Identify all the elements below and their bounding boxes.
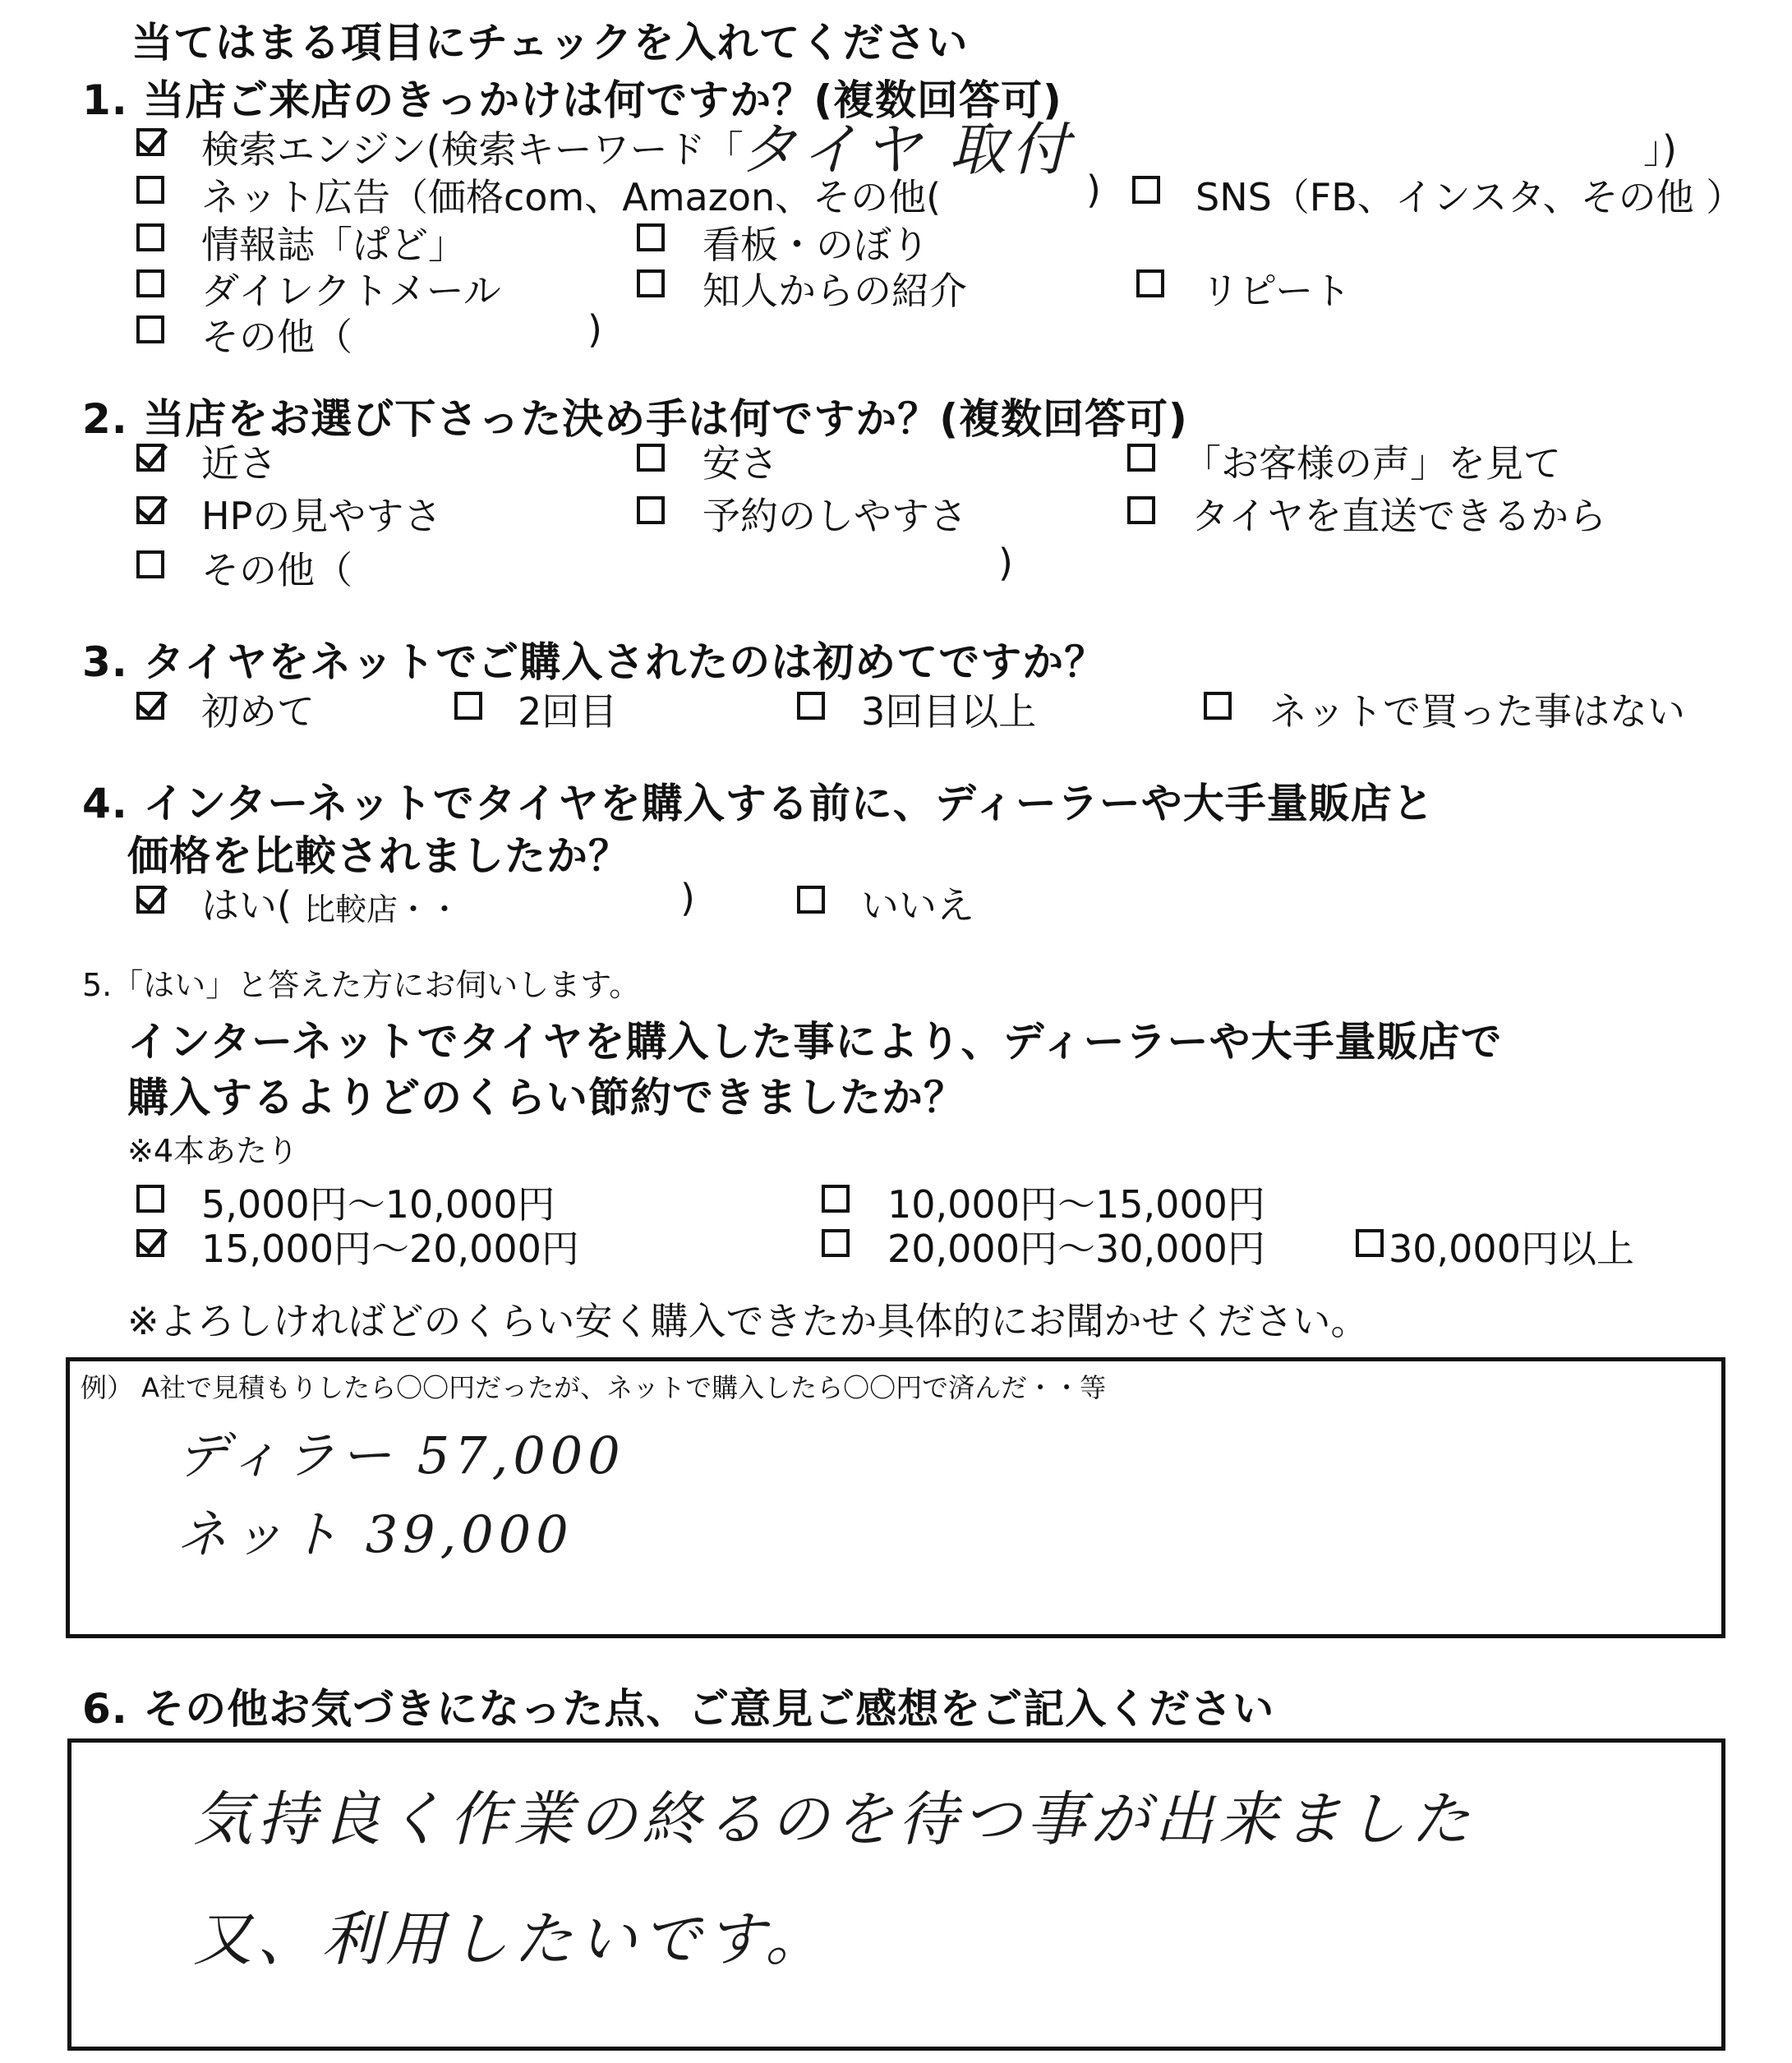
q5-opt-15-20: 15,000円〜20,000円 <box>201 1227 579 1271</box>
q1-checkbox-dm[interactable] <box>136 269 164 297</box>
q6-handwritten-line2: 又、利用したいです。 <box>193 1904 830 1973</box>
q4-opt-yes: はい( <box>201 883 292 928</box>
q3-opt-first: 初めて <box>201 689 315 734</box>
q3-checkbox-first[interactable] <box>136 692 164 720</box>
q4-checkbox-no[interactable] <box>797 886 825 914</box>
q1-checkbox-net-ad[interactable] <box>136 176 164 204</box>
q3-checkbox-never[interactable] <box>1204 692 1232 720</box>
q4-label-line2: 価格を比較されましたか？ <box>127 832 630 880</box>
q2-opt-direct: タイヤを直送できるから <box>1191 494 1607 538</box>
q2-other-close: ) <box>998 541 1013 585</box>
q1-checkbox-signboard[interactable] <box>637 223 665 251</box>
q3-checkbox-third[interactable] <box>797 692 825 720</box>
q1-opt-net-ad: ネット広告（価格com、Amazon、その他( <box>201 175 942 219</box>
q5-checkbox-5-10[interactable] <box>136 1185 164 1213</box>
q2-opt-voice: 「お客様の声」を見て <box>1183 441 1561 486</box>
q1-other-close: ) <box>587 307 602 352</box>
q1-opt-search: 検索エンジン(検索キーワード「 <box>201 127 744 172</box>
q2-opt-booking: 予約のしやすさ <box>703 494 967 538</box>
q2-checkbox-hp[interactable] <box>136 496 164 524</box>
q2-opt-near: 近さ <box>201 441 277 486</box>
q3-checkbox-second[interactable] <box>454 692 482 720</box>
q2-opt-other: その他（ <box>201 548 352 592</box>
q1-opt-referral: 知人からの紹介 <box>703 269 967 313</box>
q5-intro: 5.「はい」と答えた方にお伺いします。 <box>82 967 641 1003</box>
q5-opt-10-15: 10,000円〜15,000円 <box>887 1182 1265 1227</box>
q6-handwritten-line1: 気持良く作業の終るのを待つ事が出来ました <box>193 1784 1476 1853</box>
q5-note: ※4本あたり <box>127 1133 299 1169</box>
q5-checkbox-10-15[interactable] <box>822 1185 850 1213</box>
q2-checkbox-cheap[interactable] <box>637 444 665 472</box>
q2-checkbox-voice[interactable] <box>1127 444 1155 472</box>
q1-checkbox-repeat[interactable] <box>1136 269 1164 297</box>
q1-net-ad-close: ) <box>1086 168 1101 212</box>
q3-opt-never: ネットで買った事はない <box>1269 689 1685 734</box>
q1-checkbox-sns[interactable] <box>1132 176 1160 204</box>
q2-checkbox-other[interactable] <box>136 550 164 578</box>
q3-opt-third: 3回目以上 <box>861 689 1037 734</box>
q5-opt-30-plus: 30,000円以上 <box>1389 1227 1634 1271</box>
q2-checkbox-booking[interactable] <box>637 496 665 524</box>
q2-checkbox-near[interactable] <box>136 444 164 472</box>
q1-opt-sns: SNS（FB、インスタ、その他 ） <box>1195 175 1744 219</box>
q2-opt-cheap: 安さ <box>703 441 778 486</box>
q5-example: 例） A社で見積もりしたら〇〇円だったが、ネットで購入したら〇〇円で済んだ・・等 <box>81 1372 1107 1403</box>
q4-checkbox-yes[interactable] <box>136 886 164 914</box>
q5-label-line2: 購入するよりどのくらい節約できましたか？ <box>127 1074 965 1121</box>
q5-handwritten-line2: ネット 39,000 <box>177 1504 574 1564</box>
q1-checkbox-other[interactable] <box>136 315 164 343</box>
q1-label: 1. 当店ご来店のきっかけは何ですか？(複数回答可) <box>82 76 1062 124</box>
q1-opt-magazine: 情報誌「ぱど」 <box>201 223 466 267</box>
q5-checkbox-30-plus[interactable] <box>1356 1229 1384 1257</box>
q6-label: 6. その他お気づきになった点、ご意見ご感想をご記入ください <box>82 1685 1275 1733</box>
q5-handwritten-line1: ディラー 57,000 <box>177 1425 625 1485</box>
q5-checkbox-20-30[interactable] <box>822 1229 850 1257</box>
q1-checkbox-search[interactable] <box>136 128 164 156</box>
q1-checkbox-magazine[interactable] <box>136 223 164 251</box>
q4-label-line1: 4. インターネットでタイヤを購入する前に、ディーラーや大手量販店と <box>82 780 1435 827</box>
q3-opt-second: 2回目 <box>518 689 618 734</box>
q1-checkbox-referral[interactable] <box>637 269 665 297</box>
q1-keyword-handwritten: タイヤ 取付 <box>739 116 1074 183</box>
q4-opt-yes-sub: 比較店・・ <box>304 891 461 928</box>
q1-opt-dm: ダイレクトメール <box>201 269 501 313</box>
q3-label: 3. タイヤをネットでご購入されたのは初めてですか？ <box>82 638 1107 686</box>
q2-label: 2. 当店をお選び下さった決め手は何ですか？(複数回答可) <box>82 395 1188 443</box>
form-title: 当てはまる項目にチェックを入れてください <box>131 19 969 67</box>
q5-opt-20-30: 20,000円〜30,000円 <box>887 1227 1265 1271</box>
q5-opt-5-10: 5,000円〜10,000円 <box>201 1182 555 1227</box>
q1-opt-signboard: 看板・のぼり <box>703 223 929 267</box>
q1-close-bracket: 」) <box>1643 127 1677 172</box>
q2-checkbox-direct[interactable] <box>1127 496 1155 524</box>
q5-request: ※よろしければどのくらい安く購入できたか具体的にお聞かせください。 <box>127 1299 1369 1343</box>
q4-opt-no: いいえ <box>861 883 974 928</box>
q5-checkbox-15-20[interactable] <box>136 1229 164 1257</box>
q2-opt-hp: HPの見やすさ <box>201 494 442 538</box>
q1-opt-other: その他（ <box>201 315 352 359</box>
q1-opt-repeat: リピート <box>1201 269 1352 313</box>
q4-yes-close: ) <box>680 876 695 920</box>
q5-label-line1: インターネットでタイヤを購入した事により、ディーラーや大手量販店で <box>127 1018 1503 1066</box>
